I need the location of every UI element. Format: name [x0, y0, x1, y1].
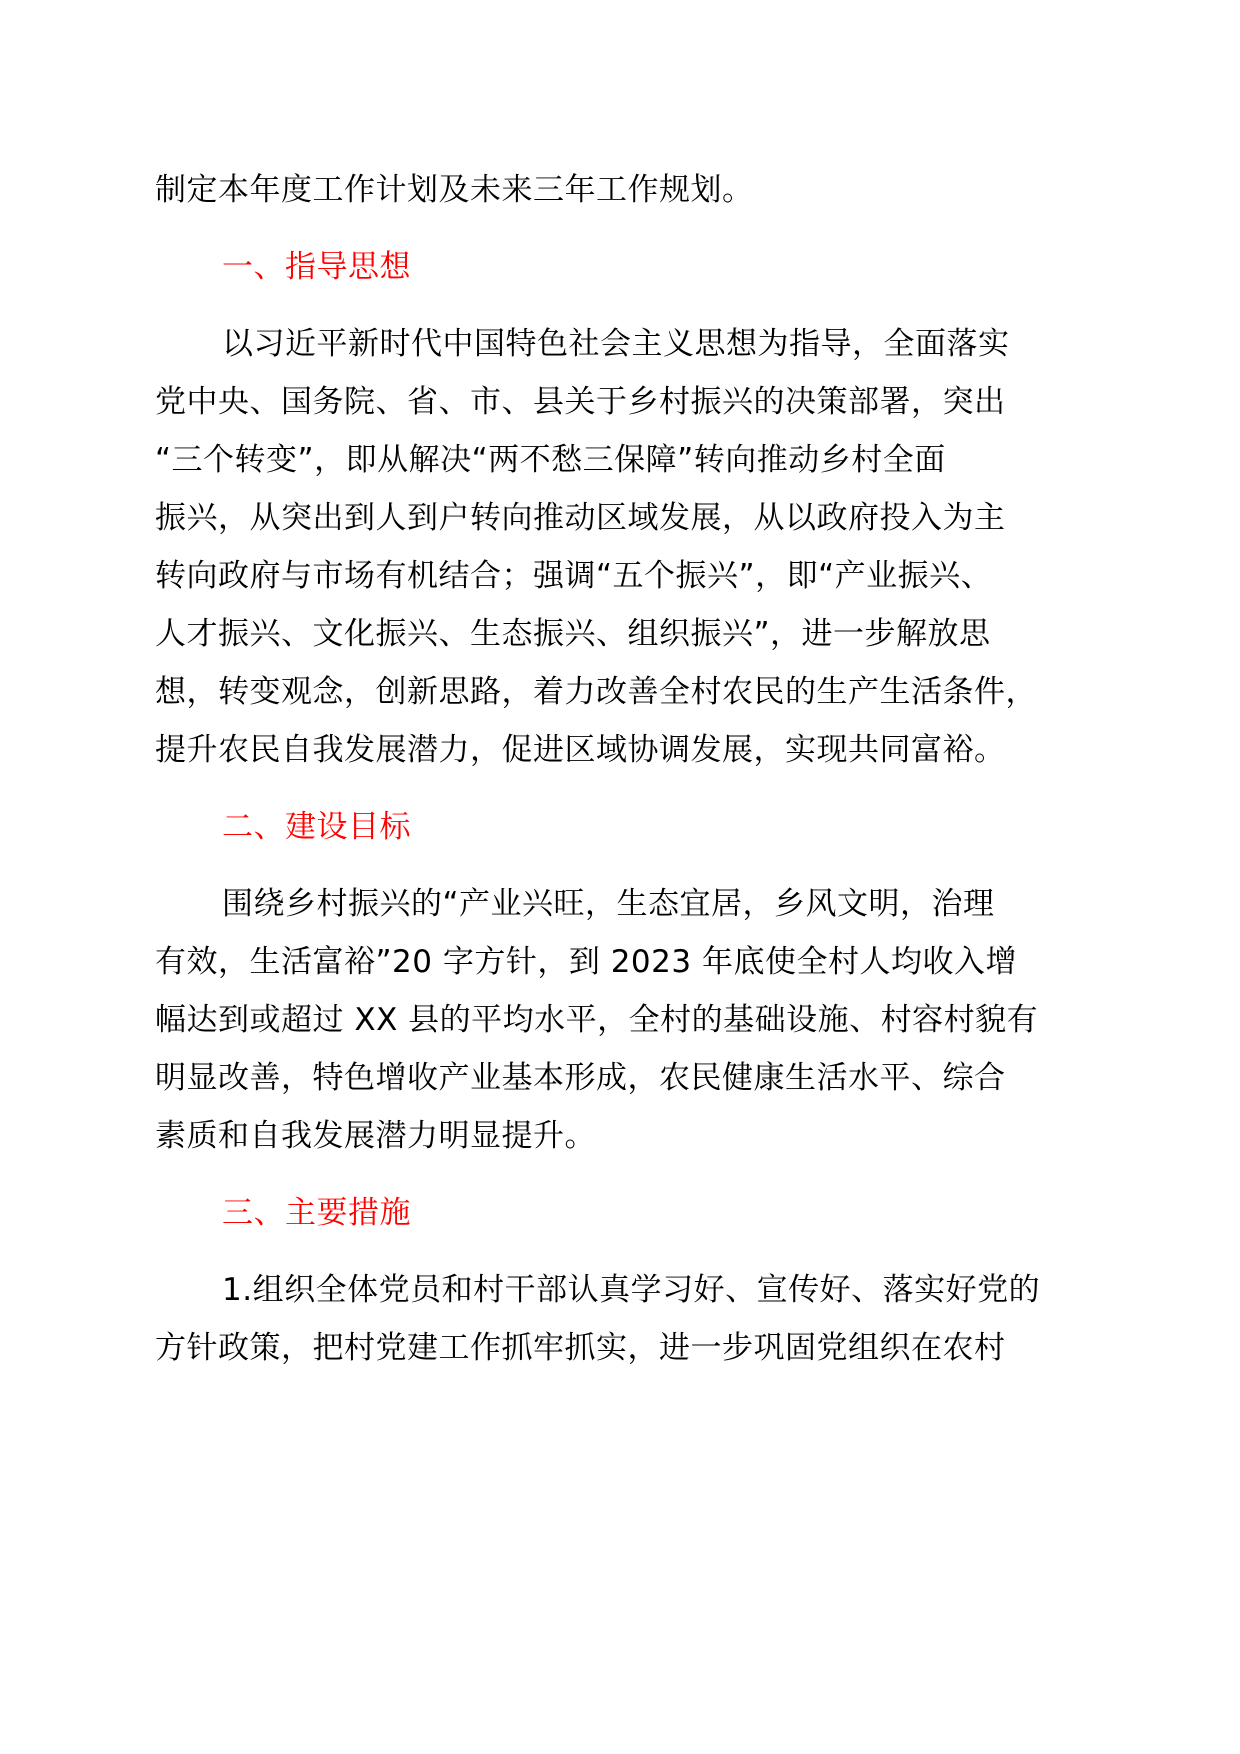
- paragraph-line: 转向政府与市场有机结合；强调“五个振兴”，即“产业振兴、: [155, 558, 993, 594]
- section-heading-construction-goals: 二、建设目标: [222, 809, 411, 845]
- paragraph-line: 以习近平新时代中国特色社会主义思想为指导，全面落实: [222, 326, 1010, 362]
- paragraph-line: 振兴，从突出到人到户转向推动区域发展，从以政府投入为主: [155, 500, 1006, 536]
- paragraph-line: 人才振兴、文化振兴、生态振兴、组织振兴”，进一步解放思: [155, 616, 991, 652]
- section-heading-main-measures: 三、主要措施: [222, 1195, 411, 1231]
- paragraph-line: 党中央、国务院、省、市、县关于乡村振兴的决策部署，突出: [155, 384, 1006, 420]
- paragraph-line: 提升农民自我发展潜力，促进区域协调发展，实现共同富裕。: [155, 732, 1006, 768]
- paragraph-line: 素质和自我发展潜力明显提升。: [155, 1118, 596, 1154]
- paragraph-line: 方针政策，把村党建工作抓牢抓实，进一步巩固党组织在农村: [155, 1330, 1006, 1366]
- intro-line: 制定本年度工作计划及未来三年工作规划。: [155, 172, 754, 208]
- paragraph-line: 想，转变观念，创新思路，着力改善全村农民的生产生活条件，: [155, 674, 1037, 710]
- section-heading-guiding-ideology: 一、指导思想: [222, 249, 411, 285]
- paragraph-line: 幅达到或超过 XX 县的平均水平，全村的基础设施、村容村貌有: [155, 1002, 1039, 1038]
- paragraph-line: 1.组织全体党员和村干部认真学习好、宣传好、落实好党的: [222, 1272, 1041, 1308]
- paragraph-line: 围绕乡村振兴的“产业兴旺，生态宜居，乡风文明，治理: [222, 886, 995, 922]
- paragraph-line: 明显改善，特色增收产业基本形成，农民健康生活水平、综合: [155, 1060, 1006, 1096]
- paragraph-line: “三个转变”，即从解决“两不愁三保障”转向推动乡村全面: [155, 442, 946, 478]
- paragraph-line: 有效，生活富裕”20 字方针，到 2023 年底使全村人均收入增: [155, 944, 1017, 980]
